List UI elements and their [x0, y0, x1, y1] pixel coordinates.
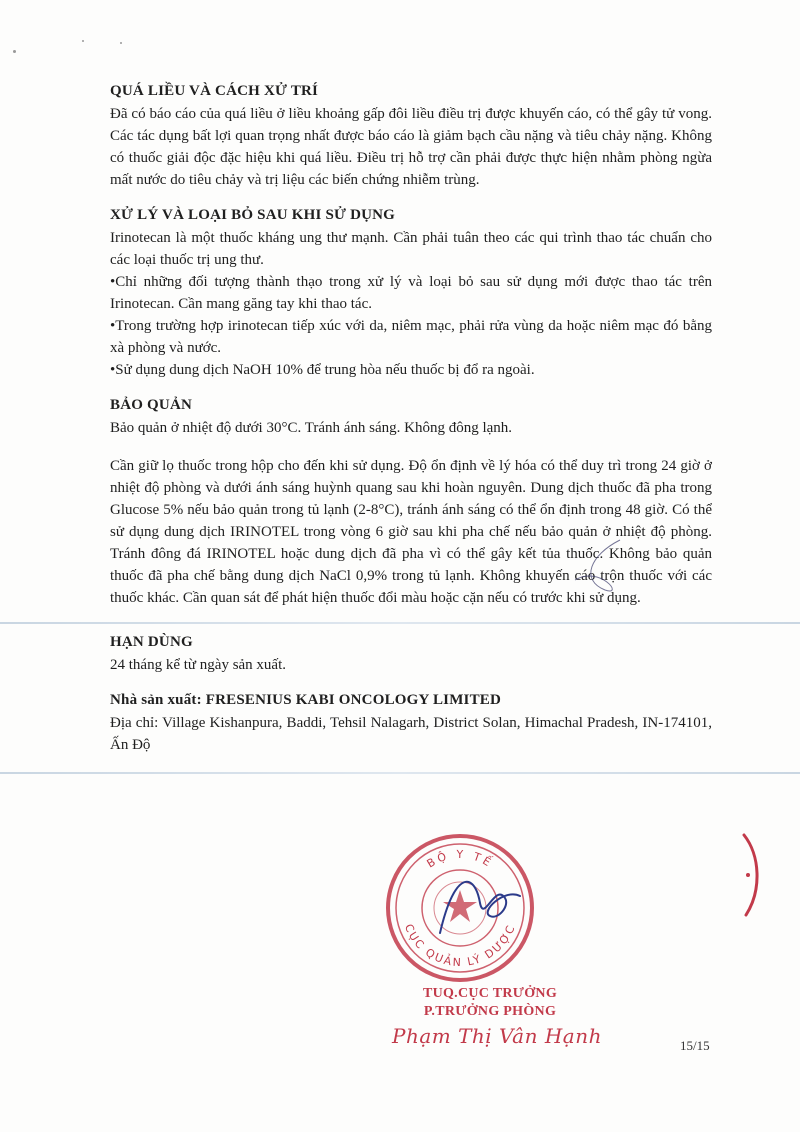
section-handling [110, 204, 712, 381]
fold-line-2 [0, 772, 800, 774]
expiry-text: 24 tháng kể từ ngày sản xuất. [110, 657, 287, 673]
page-edge-mark [738, 830, 768, 920]
manufacturer-address: Địa chỉ: Village Kishanpura, Baddi, Tehsil Nalagarh, District Solan, Himachal Pradesh, IN-174101, Ấn Độ [110, 715, 712, 753]
storage-line: Bảo quản ở nhiệt độ dưới 30°C. Tránh ánh sáng. Không đông lạnh. [110, 420, 513, 436]
page-number: 15/15 [680, 1038, 710, 1053]
svg-text:BỘ Y TẾ [425, 848, 496, 871]
signature-title-1: TUQ.CỤC TRƯỞNG [422, 986, 558, 1001]
manufacturer-name: FRESENIUS KABI ONCOLOGY LIMITED [205, 692, 502, 708]
stamp-text-bottom: CỤC QUẢN LÝ DƯỢC [401, 922, 519, 970]
margin-scribble [560, 535, 660, 605]
section-manufacturer [110, 689, 712, 756]
signature-block [380, 985, 600, 1021]
handling-intro: Irinotecan là một thuốc kháng ung thư mạnh. Cần phải tuân theo các qui trình thao tác chuẩn cho các loại thuốc trị ung thư. [110, 230, 712, 268]
official-stamp [380, 828, 540, 988]
section-title-handling: XỬ LÝ VÀ LOẠI BỎ SAU KHI SỬ DỤNG [110, 207, 396, 223]
signatory-name: Phạm Thị Vân Hạnh [392, 1024, 602, 1048]
overdose-text: Đã có báo cáo của quá liều ở liều khoảng gấp đôi liều điều trị được khuyến cáo, có thể gây tử vong. Các tác dụng bất lợi quan trọng nhất được báo cáo là giảm bạch cầu nặng và tiêu chảy nặng. Không có thuốc giải độc đặc hiệu khi quá liều. Điều trị hỗ trợ cần phải được thực hiện nhằm phòng ngừa mất nước do tiêu chảy và trị liệu các biến chứng nhiễm trùng. [110, 106, 712, 188]
section-title-overdose: QUÁ LIỀU VÀ CÁCH XỬ TRÍ [110, 83, 319, 99]
section-title-expiry: HẠN DÙNG [110, 634, 193, 650]
fold-line-1 [0, 622, 800, 624]
stamp-text-top: BỘ Y TẾ [424, 847, 496, 871]
storage-paragraph: Cần giữ lọ thuốc trong hộp cho đến khi sử dụng. Độ ổn định về lý hóa có thể duy trì trong 24 giờ ở nhiệt độ phòng và dưới ánh sáng huỳnh quang sau khi hoàn nguyên. Dung dịch thuốc đã pha trong Glucose 5% nếu bảo quản trong tủ lạnh (2-8°C), tránh ánh sáng có thể ổn định trong 48 giờ. Có thể sử dụng dung dịch IRINOTEL trong vòng 6 giờ sau khi pha chế nếu bảo quản ở nhiệt độ phòng. Tránh đông đá IRINOTEL hoặc dung dịch đã pha vì có thể gây kết tủa thuốc. Không bảo quản thuốc đã pha chế bằng dung dịch NaCl 0,9% trong tủ lạnh. Không khuyến cáo trộn thuốc với các thuốc khác. Cần quan sát để phát hiện thuốc đổi màu hoặc cặn nếu có trước khi sử dụng. [110, 458, 712, 606]
manufacturer-heading [110, 689, 712, 711]
manufacturer-label: Nhà sản xuất: [110, 692, 202, 708]
section-overdose [110, 80, 712, 191]
section-title-storage: BẢO QUẢN [110, 397, 193, 413]
handling-bullet-2: • Trong trường hợp irinotecan tiếp xúc với da, niêm mạc, phải rửa vùng da hoặc niêm mạc đó bằng xà phòng và nước. [110, 315, 712, 359]
document-body [110, 80, 712, 769]
handling-bullet-3: • Sử dụng dung dịch NaOH 10% để trung hòa nếu thuốc bị đổ ra ngoài. [110, 359, 712, 381]
handling-bullet-1: • Chỉ những đối tượng thành thạo trong xử lý và loại bỏ sau sử dụng mới được thao tác trên Irinotecan. Cần mang găng tay khi thao tác. [110, 271, 712, 315]
section-expiry [110, 631, 712, 676]
signature-title-2: P.TRƯỞNG PHÒNG [423, 1004, 557, 1019]
